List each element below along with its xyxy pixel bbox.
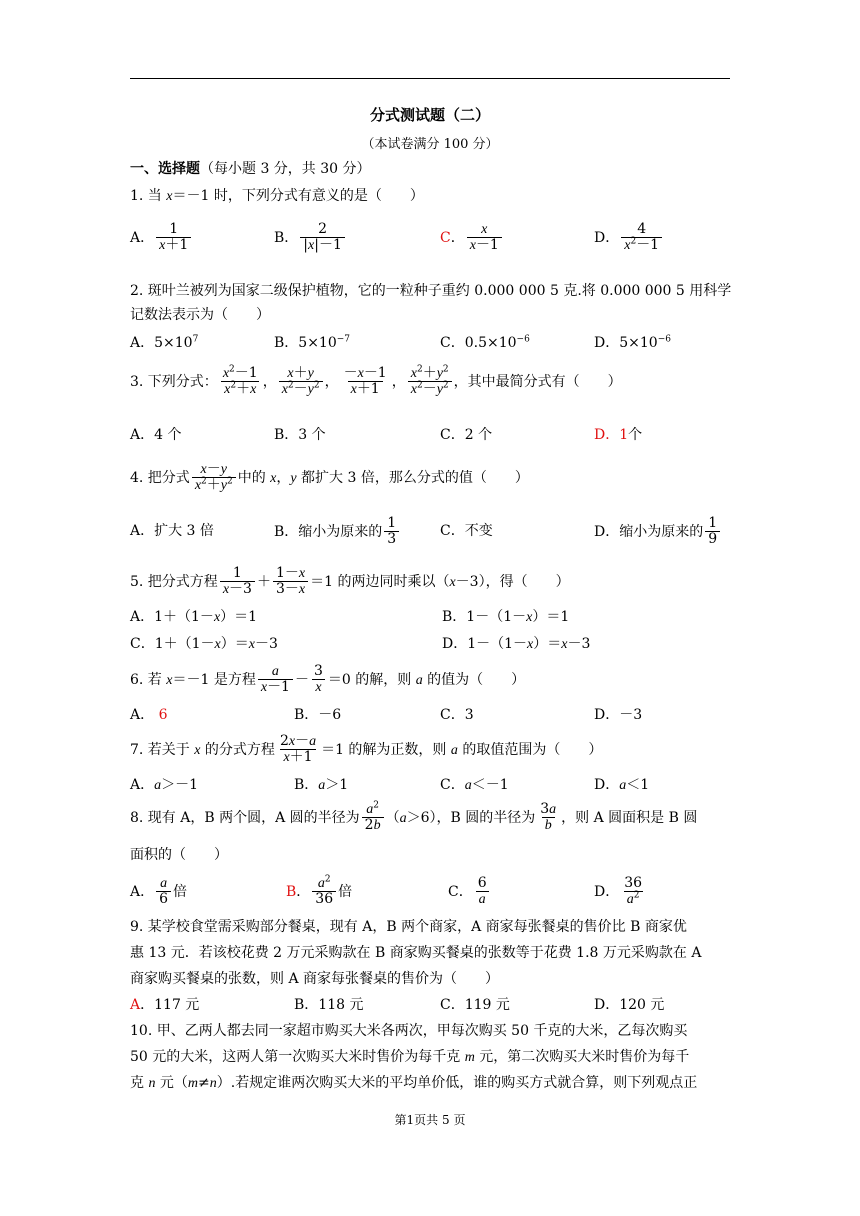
question-2-option-d: D．$5\times 10^{-6}$ — [594, 334, 671, 351]
section-heading — [130, 162, 371, 176]
page-title: 分式测试题（二） — [369, 106, 490, 124]
question-5-option-b: B．1－（1－x）＝1 — [442, 609, 570, 625]
question-3-option-c: C．2 个 — [440, 427, 493, 443]
question-3-option-d: D．1个 — [594, 427, 643, 443]
question-9-option-d: D．120 元 — [594, 997, 665, 1013]
question-7-option-d: D．a＜1 — [594, 777, 650, 793]
question-4-stem: 4. 把分式 $\frac{x-y}{x^2+y^2}$ 中的 x，y 都扩大 3 倍，那么分式的值（ ） — [130, 461, 529, 494]
question-2-option-c: C．$0.5\times 10^{-6}$ — [440, 334, 530, 351]
question-10-line1: 10. 甲、乙两人都去同一家超市购买大米各两次，甲每次购买 50 千克的大米，乙每次购买 — [130, 1023, 688, 1039]
question-6-stem: 6. 若 x＝－1 是方程 $\frac{a}{x-1}$ － $\frac{3}{x}$ ＝0 的解，则 a 的值为（ ） — [130, 663, 526, 696]
question-2-option-b: B．$5\times 10^{-7}$ — [274, 334, 351, 351]
question-5-stem: 5. 把分式方程 $\frac{1}{x-3}$ ＋ $\frac{1-x}{3-x}$ ＝1 的两边同时乘以（x－3），得（ ） — [130, 565, 570, 598]
question-8-option-d: D． $\frac{36}{a^2}$ — [594, 875, 643, 908]
question-9-option-b: B．118 元 — [294, 997, 364, 1013]
question-9-option-c: C．119 元 — [440, 997, 510, 1013]
question-7-option-a: A．a＞－1 — [130, 777, 199, 793]
question-8-stem-line2: 面积的（ ） — [130, 847, 228, 863]
question-6-option-b: B．－6 — [294, 707, 342, 723]
question-8-option-a: A． $\frac{a}{6}$ 倍 — [130, 876, 188, 908]
question-2-option-a: A．$5\times 10^7$ — [130, 334, 199, 351]
question-7-stem: 7. 若关于 x 的分式方程 $\frac{2x-a}{x+1}$ ＝1 的解为正数，则 a 的取值范围为（ ） — [130, 733, 603, 766]
question-4-option-a: A．扩大 3 倍 — [130, 523, 214, 539]
question-1-option-c: C． $\frac{x}{x-1}$ — [440, 222, 504, 254]
question-4-option-d: D．缩小为原来的 $\frac{1}{9}$ — [594, 516, 722, 548]
question-9-option-a: A．117 元 — [130, 997, 200, 1013]
question-6-option-d: D．－3 — [594, 707, 643, 723]
question-6-option-c: C．3 — [440, 707, 474, 723]
question-10-line3: 克 n 元（m≠n）.若规定谁两次购买大米的平均单价低，谁的购买方式就合算，则下列观点正 — [130, 1075, 698, 1091]
question-4-option-b: B．缩小为原来的 $\frac{1}{3}$ — [274, 516, 401, 548]
question-8-stem-line1: 8. 现有 A，B 两个圆，A 圆的半径为 $\frac{a^2}{2b}$ （a＞6），B 圆的半径为 $\frac{3a}{b}$ ，则 A 圆面积是 B 圆 — [130, 800, 698, 834]
question-5-option-d: D．1－（1－x）＝x－3 — [442, 636, 591, 652]
section-heading-note: （每小题 3 分，共 30 分） — [200, 161, 371, 177]
question-3-suffix: ，其中最简分式有（ ） — [453, 373, 622, 390]
header-rule — [130, 78, 730, 79]
question-2-stem-line2: 记数法表示为（ ） — [130, 307, 270, 323]
question-1-stem: 1. 当 x＝－1 时，下列分式有意义的是（ ） — [130, 188, 424, 204]
question-9-line1: 9. 某学校食堂需采购部分餐桌，现有 A，B 两个商家，A 商家每张餐桌的售价比 B 商家优 — [130, 919, 687, 935]
question-1-option-d: D． $\frac{4}{x^2-1}$ — [594, 222, 664, 254]
question-8-option-c: C． $\frac{6}{a}$ — [448, 876, 492, 908]
question-9-line3: 商家购买餐桌的张数，则 A 商家每张餐桌的售价为（ ） — [130, 971, 500, 987]
question-5-option-a: A．1＋（1－x）＝1 — [130, 609, 258, 625]
section-heading-label: 一、选择题 — [130, 161, 200, 177]
question-10-line2: 50 元的大米，这两人第一次购买大米时售价为每千克 m 元，第二次购买大米时售价为每千 — [130, 1049, 690, 1065]
question-3-option-a: A．4 个 — [130, 427, 182, 443]
question-2-stem-line1: 2. 斑叶兰被列为国家二级保护植物，它的一粒种子重约 0.000 000 5 克.将 0.000 000 5 用科学 — [130, 283, 732, 299]
question-4-option-c: C．不变 — [440, 523, 493, 539]
question-9-line2: 惠 13 元．若该校花费 2 万元采购款在 B 商家购买餐桌的张数等于花费 1.8 万元采购款在 A — [130, 945, 702, 961]
page-subtitle: （本试卷满分 100 分） — [361, 137, 499, 152]
question-8-option-b: B． $\frac{a^2}{36}$ 倍 — [286, 874, 353, 908]
question-3-stem: 3. 下列分式： $\frac{x^2-1}{x^2+x}$ ， $\frac{x+y}{x^2-y^2}$ ， $\frac{-x-1}{x+1}$ ， $\frac{x^2+y^2}{x^2-y^2}$ ，其中最简分式有（ ） — [130, 364, 622, 398]
question-1-option-a: A． $\frac{1}{x+1}$ — [130, 222, 193, 254]
question-7-option-c: C．a＜－1 — [440, 777, 509, 793]
page-footer: 第1页共 5 页 — [394, 1113, 466, 1127]
question-5-option-c: C．1＋（1－x）＝x－3 — [130, 636, 278, 652]
question-7-option-b: B．a＞1 — [294, 777, 349, 793]
question-1-option-b: B． $\frac{2}{|x|-1}$ — [274, 222, 347, 254]
question-3-prefix: 3. 下列分式： — [130, 373, 218, 390]
question-3-option-b: B．3 个 — [274, 427, 326, 443]
question-6-option-a: A． 6 — [130, 707, 168, 723]
